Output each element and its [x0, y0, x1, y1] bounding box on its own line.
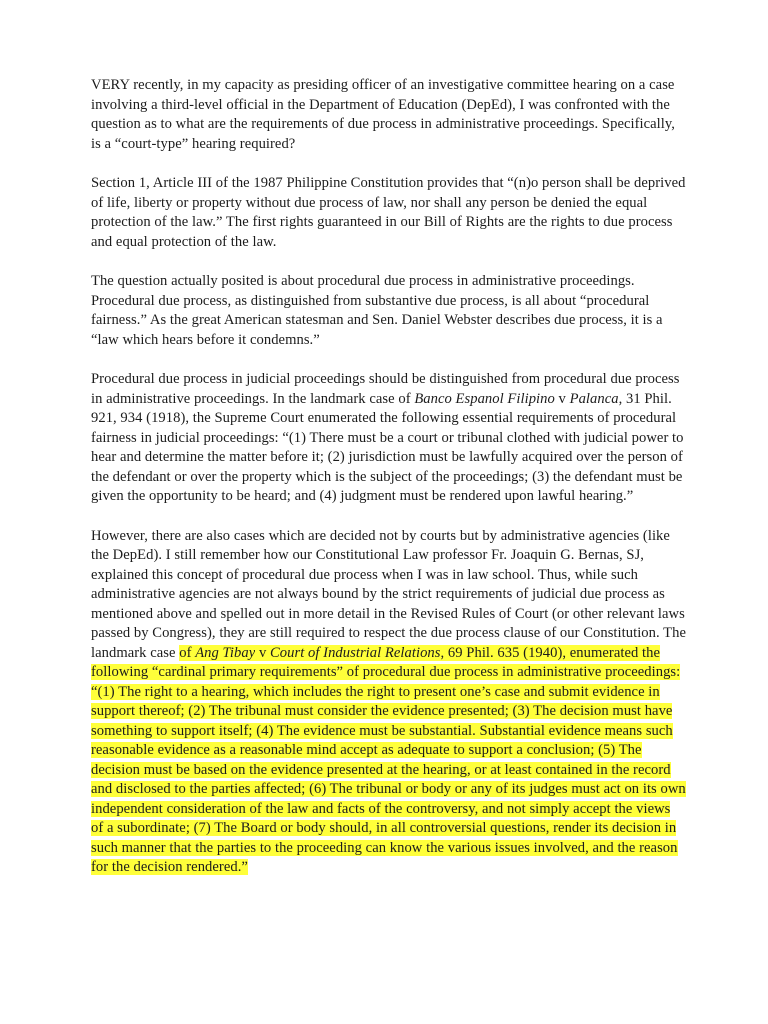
- paragraph-judicial-proceedings: [91, 370, 686, 507]
- case-name-banco-espanol: Banco Espanol Filipino: [414, 390, 555, 407]
- paragraph-constitution: [91, 174, 686, 252]
- case-versus: v: [554, 390, 570, 407]
- judicial-text-lead: Procedural due process in judicial proceedings should be distinguished from procedural due process in administrative proceedings. In the landmark case of: [91, 371, 680, 407]
- highlighted-cardinal-requirements: , 69 Phil. 635 (1940), enumerated the following “cardinal primary requirements” of procedural due process in administrative proceedings: “(1) The right to a hearing, which includes the right to present one’s case and submit evidence in support thereof; (2) The tribunal must consider the evidence presented; (3) The decision must have something to support itself; (4) The evidence must be substantial. Substantial evidence means such reasonable evidence as a reasonable mind accept as adequate to support a conclusion; (5) The decision must be based on the evidence presented at the hearing, or at least contained in the record and disclosed to the parties affected; (6) The tribunal or body or any of its judges must act on its own independent consideration of the law and facts of the controversy, and not simply accept the views of a subordinate; (7) The Board or body should, in all controversial questions, render its decision in such manner that the parties to the proceeding can know the various issues involved, and the reason for the decision rendered.”: [91, 644, 686, 875]
- paragraph-administrative-proceedings: [91, 527, 686, 878]
- case-name-court-of-industrial-relations: Court of Industrial Relations: [270, 644, 441, 661]
- paragraph-constitution-text: Section 1, Article III of the 1987 Philippine Constitution provides that “(n)o person shall be deprived of life, liberty or property without due process of law, nor shall any person be denied the equal protection of the law.” The first rights guaranteed in our Bill of Rights are the rights to due process and equal protection of the law.: [91, 175, 686, 250]
- case-name-palanca: Palanca: [569, 390, 619, 407]
- paragraph-procedural-due-process-text: The question actually posited is about procedural due process in administrative proceedings. Procedural due process, as distinguished from substantive due process, is all about “procedural fairness.” As the great American statesman and Sen. Daniel Webster describes due process, it is a “law which hears before it condemns.”: [91, 273, 663, 348]
- administrative-text-lead: However, there are also cases which are decided not by courts but by administrative agencies (like the DepEd). I still remember how our Constitutional Law professor Fr. Joaquin G. Bernas, SJ, explained this concept of procedural due process when I was in law school. Thus, while such administrative agencies are not always bound by the strict requirements of judicial due process as mentioned above and spelled out in more detail in the Revised Rules of Court (or other relevant laws passed by Congress), they are still required to respect the due process clause of our Constitution. The landmark case: [91, 527, 686, 661]
- paragraph-intro-text: VERY recently, in my capacity as presiding officer of an investigative committee hearing on a case involving a third-level official in the Department of Education (DepEd), I was confronted with the question as to what are the requirements of due process in administrative proceedings. Specifically, is a “court-type” hearing required?: [91, 77, 675, 152]
- highlight-of: of: [179, 644, 196, 661]
- paragraph-intro: [91, 76, 686, 154]
- paragraph-procedural-due-process: [91, 272, 686, 350]
- case-name-ang-tibay: Ang Tibay: [195, 644, 256, 661]
- case-versus-highlighted: v: [255, 644, 270, 661]
- article-body: [91, 76, 686, 898]
- judicial-text-requirements: , 31 Phil. 921, 934 (1918), the Supreme Court enumerated the following essential requirements of procedural fairness in judicial proceedings: “(1) There must be a court or tribunal clothed with judicial power to hear and determine the matter before it; (2) jurisdiction must be lawfully acquired over the person of the defendant or over the property which is the subject of the proceedings; (3) the defendant must be given the opportunity to be heard; and (4) judgment must be rendered upon lawful hearing.”: [91, 390, 684, 504]
